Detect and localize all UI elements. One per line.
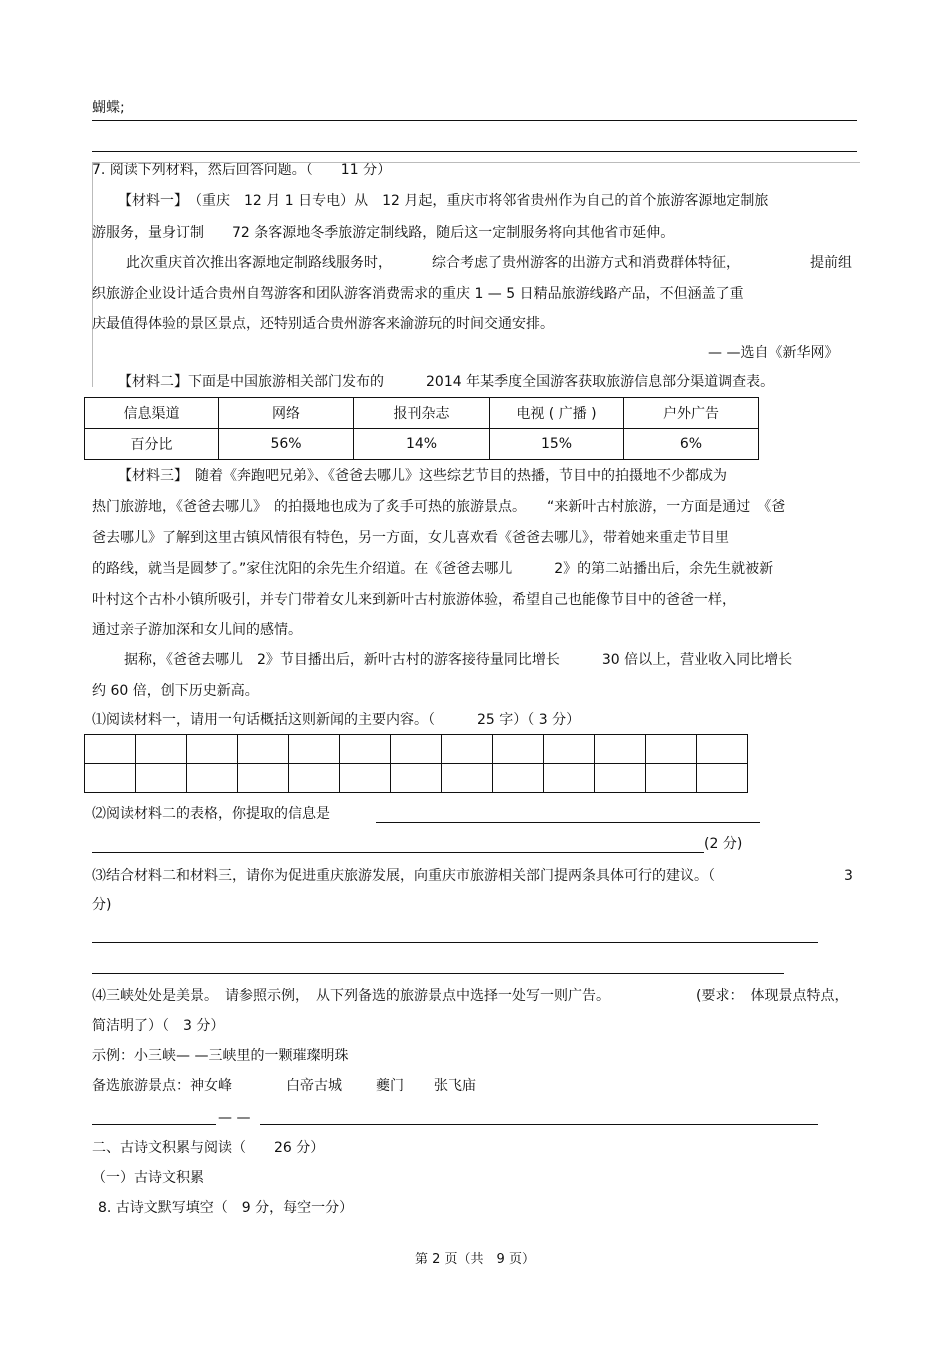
mat3-text: 据称，《爸爸去哪儿 2》节目播出后，新叶古村的游客接待量同比增长 30 倍以上，营业收入同比增长	[124, 652, 793, 668]
answer-line[interactable]	[376, 822, 760, 823]
answer-line[interactable]	[92, 852, 704, 853]
sub-question-4-req: (要求： 体现景点特点，	[696, 988, 849, 1004]
mat1-text: 【材料一】 （重庆 12 月 1 日专电）从 12 月起，重庆市将邻省贵州作为自己的首个旅游客源地定制旅	[118, 193, 769, 209]
sub-question-3-score: 3	[844, 868, 853, 884]
table-cell: 6%	[624, 429, 759, 460]
mat1-source: — —选自《新华网》	[708, 345, 839, 361]
table-cell: 电视 ( 广播 )	[490, 398, 624, 429]
spots-label: 备选旅游景点：神女峰	[92, 1078, 232, 1094]
table-header-row	[85, 398, 759, 429]
mat2-intro: 【材料二】下面是中国旅游相关部门发布的 2014 年某季度全国游客获取旅游信息部分渠道调查表。	[118, 374, 775, 390]
mat1-text: 此次重庆首次推出客源地定制路线服务时，	[126, 255, 392, 271]
q8-title: 8. 古诗文默写填空（ 9 分，每空一分）	[98, 1200, 354, 1216]
sub-question-1: ⑴阅读材料一，请用一句话概括这则新闻的主要内容。（ 25 字）（ 3 分）	[92, 712, 581, 728]
answer-grid[interactable]	[84, 734, 748, 793]
mat1-text: 提前组	[810, 255, 852, 271]
answer-line[interactable]	[92, 973, 784, 974]
table-cell: 14%	[354, 429, 490, 460]
sub-question-2: ⑵阅读材料二的表格，你提取的信息是	[92, 806, 330, 822]
section-title: 二、古诗文积累与阅读（ 26 分）	[92, 1140, 325, 1156]
sub-question-4-cont: 简洁明了）（ 3 分）	[92, 1018, 225, 1034]
mat1-text: 游服务，量身订制 72 条客源地冬季旅游定制线路，随后这一定制服务将向其他省市延伸。	[92, 225, 675, 241]
mat1-text: 织旅游企业设计适合贵州自驾游客和团队游客消费需求的重庆 1 — 5 日精品旅游线路产品，不但涵盖了重	[92, 286, 744, 302]
sub-question-3: ⑶结合材料二和材料三，请你为促进重庆旅游发展，向重庆市旅游相关部门提两条具体可行的建议。（	[92, 868, 715, 884]
mat3-text: 通过亲子游加深和女儿间的感情。	[92, 622, 302, 638]
spot-item: 张飞庙	[434, 1078, 476, 1094]
answer-line[interactable]	[92, 151, 857, 152]
dash: — —	[218, 1110, 251, 1126]
table-cell: 户外广告	[624, 398, 759, 429]
spot-item: 夔门	[376, 1078, 404, 1094]
example-text: 示例：小三峡— —三峡里的一颗璀璨明珠	[92, 1048, 349, 1064]
survey-table	[84, 397, 759, 460]
mat3-text: 叶村这个古朴小镇所吸引，并专门带着女儿来到新叶古村旅游体验，希望自己也能像节目中的爸爸一样，	[92, 592, 736, 608]
sub-question-2-score: (2 分)	[704, 836, 743, 852]
answer-line[interactable]	[92, 120, 857, 121]
table-cell: 百分比	[85, 429, 219, 460]
table-cell: 56%	[219, 429, 354, 460]
sub-question-4: ⑷三峡处处是美景。 请参照示例， 从下列备选的旅游景点中选择一处写一则广告。	[92, 988, 610, 1004]
table-cell: 15%	[490, 429, 624, 460]
mat1-text: 庆最值得体验的景区景点，还特别适合贵州游客来渝游玩的时间交通安排。	[92, 316, 554, 332]
butterfly-label: 蝴蝶;	[92, 100, 125, 116]
mat3-text: 的路线，就当是圆梦了。”家住沈阳的余先生介绍道。在《爸爸去哪儿 2》的第二站播出后，余先生就被新	[92, 561, 774, 577]
table-row	[85, 429, 759, 460]
mat3-text: 热门旅游地，《爸爸去哪儿》 的拍摄地也成为了炙手可热的旅游景点。 “来新叶古村旅游，一方面是通过 《爸	[92, 499, 786, 515]
answer-line[interactable]	[260, 1124, 818, 1125]
section-subtitle: （一）古诗文积累	[92, 1170, 204, 1186]
mat3-text: 爸去哪儿》了解到这里古镇风情很有特色，另一方面，女儿喜欢看《爸爸去哪儿》，带着她来重走节目里	[92, 530, 729, 546]
page-number: 第 2 页（共 9 页）	[415, 1252, 535, 1267]
table-cell: 报刊杂志	[354, 398, 490, 429]
mat3-text: 【材料三】 随着《奔跑吧兄弟》、《爸爸去哪儿》这些综艺节目的热播，节目中的拍摄地不少都成为	[118, 468, 727, 484]
answer-line[interactable]	[92, 1124, 216, 1125]
sub-question-3-unit: 分)	[92, 897, 112, 913]
q7-title: 7. 阅读下列材料，然后回答问题。（ 11 分）	[92, 162, 392, 178]
mat3-text: 约 60 倍，创下历史新高。	[92, 683, 259, 699]
answer-line[interactable]	[92, 942, 818, 943]
table-cell: 信息渠道	[85, 398, 219, 429]
mat1-text: 综合考虑了贵州游客的出游方式和消费群体特征，	[432, 255, 740, 271]
table-cell: 网络	[219, 398, 354, 429]
spot-item: 白帝古城	[286, 1078, 342, 1094]
